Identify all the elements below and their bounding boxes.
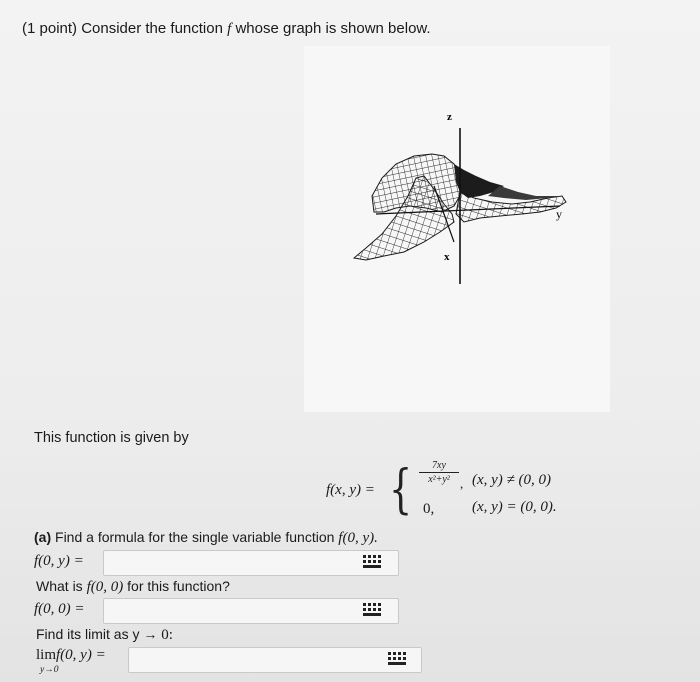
- piecewise-zero: 0,: [423, 501, 435, 517]
- keypad-icon[interactable]: [361, 601, 383, 619]
- intro-rest-text: whose graph is shown below.: [235, 20, 431, 37]
- piecewise-definition: [326, 458, 576, 518]
- fraction-denominator: x²+y²: [428, 474, 450, 485]
- lim-subscript: y→0: [40, 665, 59, 675]
- condition-zero: (x, y) = (0, 0).: [472, 499, 557, 515]
- part-a-label: (a): [34, 529, 52, 545]
- keypad-icon[interactable]: [386, 650, 408, 668]
- question3: [36, 626, 173, 644]
- fraction-numerator: 7xy: [419, 460, 459, 473]
- limit-label: [36, 646, 106, 664]
- part-a-text: Find a formula for the single variable function: [55, 529, 335, 545]
- question2: [36, 578, 230, 596]
- q3-suffix: 0:: [161, 627, 173, 643]
- surface-graph: [304, 46, 610, 412]
- fraction-comma: ,: [460, 476, 464, 491]
- answer1-field[interactable]: [103, 550, 399, 576]
- y-axis-label: y: [556, 207, 562, 221]
- intro-text: (1 point) Consider the function: [22, 20, 223, 37]
- piecewise-lhs: f(x, y) =: [326, 482, 375, 498]
- z-axis-label: z: [447, 111, 452, 123]
- condition-nonzero: (x, y) ≠ (0, 0): [472, 472, 552, 488]
- answer1-label: f(0, y) =: [34, 553, 84, 569]
- problem-intro: [22, 20, 431, 38]
- fraction: [419, 460, 459, 485]
- lim-word: lim: [36, 647, 57, 663]
- part-a-prompt: [34, 529, 378, 547]
- q2-func: f(0, 0): [86, 579, 124, 595]
- answer2-field[interactable]: [103, 598, 399, 624]
- answer2-label: f(0, 0) =: [34, 601, 85, 617]
- left-brace: {: [389, 460, 413, 520]
- part-a-func: f(0, y).: [338, 530, 378, 546]
- intro-function-symbol: f: [227, 21, 232, 37]
- given-text: This function is given by: [34, 430, 189, 446]
- surface-upper-back: [372, 154, 462, 212]
- keypad-icon[interactable]: [361, 553, 383, 571]
- q2-prefix: What is: [36, 578, 83, 594]
- surface-plot-image: [304, 46, 610, 412]
- q3-prefix: Find its limit as y: [36, 626, 140, 642]
- q3-arrow: →: [143, 626, 158, 642]
- q2-suffix: for this function?: [127, 578, 230, 594]
- lim-func: f(0, y) =: [56, 647, 106, 663]
- answer3-field[interactable]: [128, 647, 422, 673]
- x-axis-label: x: [444, 251, 450, 263]
